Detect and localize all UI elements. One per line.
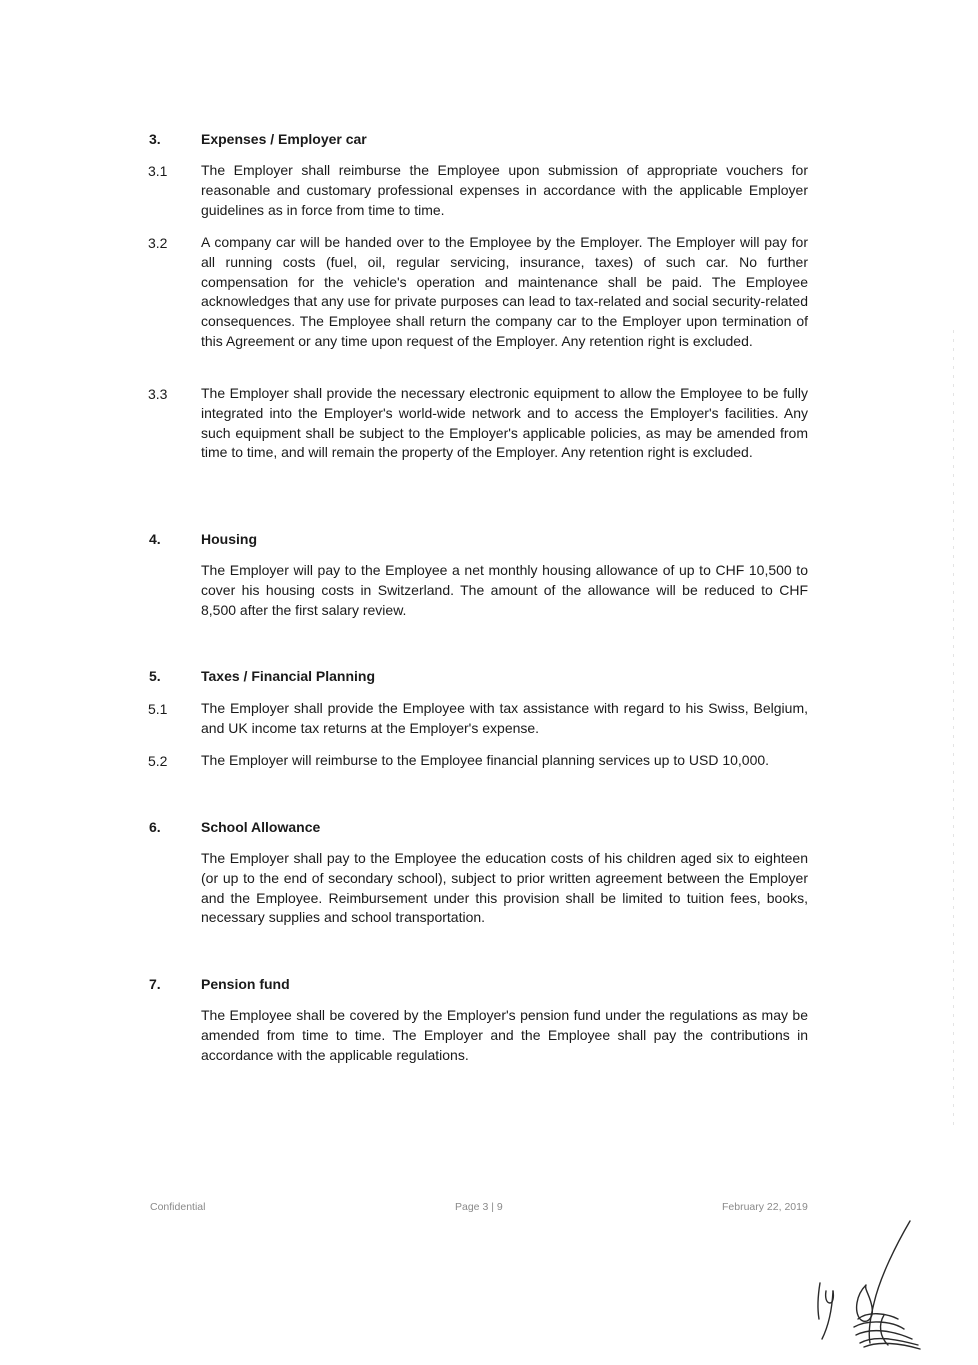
clause-number: 3.3 [148, 386, 168, 402]
section-number: 4. [149, 531, 161, 547]
clause-number: 3.1 [148, 163, 168, 179]
handwritten-initials [808, 1215, 938, 1360]
footer-confidential: Confidential [150, 1201, 206, 1213]
clause-text-3-2: A company car will be handed over to the Employee by the Employer. The Employer will pay for all running costs (fuel, oil, regular servicing, insurance, taxes) of such car. No further compensation for the vehicle's operation and maintenance shall be paid. The Employee acknowledges that any use for private purposes can lead to tax-related and social security-related consequences. The Employee shall return the company car to the Employer upon termination of this Agreement or any time upon request of the Employer. Any retention right is excluded. [201, 234, 808, 349]
clause-number: 5.2 [148, 753, 168, 769]
section-title: Expenses / Employer car [201, 131, 367, 147]
section-number: 3. [149, 131, 161, 147]
section-title: Housing [201, 531, 257, 547]
section-title: Pension fund [201, 976, 290, 992]
section-number: 7. [149, 976, 161, 992]
clause-text-3-3: The Employer shall provide the necessary electronic equipment to allow the Employee to be fully integrated into the Employer's world-wide network and to access the Employer's facilities. Any such equipment shall be subject to the Employer's applicable policies, as may be amended from time to time, and will remain the property of the Employer. Any retention right is excluded. [201, 385, 808, 461]
clause-text-5-2: The Employer will reimburse to the Employee financial planning services up to USD 10,000. [201, 752, 770, 768]
section-number: 5. [149, 668, 161, 684]
clause-number: 3.2 [148, 235, 168, 251]
section-number: 6. [149, 819, 161, 835]
housing-text: The Employer will pay to the Employee a net monthly housing allowance of up to CHF 10,500 to cover his housing costs in Switzerland. The amount of the allowance will be reduced to CHF 8,500 after the first salary review. [201, 562, 808, 618]
school-allowance-text: The Employer shall pay to the Employee the education costs of his children aged six to eighteen (or up to the end of secondary school), subject to prior written agreement between the Employer and the Employee. Reimbursement under this provision shall be limited to tuition fees, books, necessary supplies and school transportation. [201, 850, 808, 926]
scan-edge-line [953, 330, 954, 1130]
section-title: Taxes / Financial Planning [201, 668, 376, 684]
footer-date: February 22, 2019 [722, 1201, 808, 1213]
signature-icon [808, 1215, 938, 1355]
footer-page-number: Page 3 | 9 [455, 1201, 503, 1213]
clause-number: 5.1 [148, 701, 168, 717]
section-title: School Allowance [201, 819, 321, 835]
pension-fund-text: The Employee shall be covered by the Employer's pension fund under the regulations as may be amended from time to time. The Employer and the Employee shall pay the contributions in accordance with the applicable regulations. [201, 1007, 808, 1063]
clause-text-3-1: The Employer shall reimburse the Employee upon submission of appropriate vouchers for reasonable and customary professional expenses in accordance with the applicable Employer guidelines as in force from time to time. [201, 162, 808, 218]
clause-text-5-1: The Employer shall provide the Employee with tax assistance with regard to his Swiss, Belgium, and UK income tax returns at the Employer's expense. [201, 700, 808, 736]
